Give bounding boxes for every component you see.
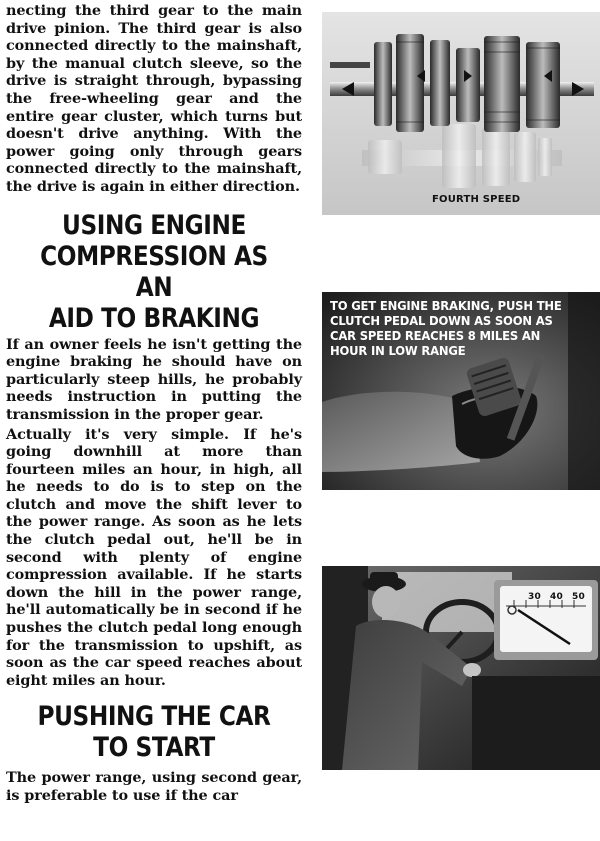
fourth-speed-caption: FOURTH SPEED (432, 194, 521, 205)
transmission-gears-photo (322, 12, 600, 215)
heading-line: TO START (93, 732, 215, 764)
driver-speedometer-photo (322, 566, 600, 770)
section-heading-engine-braking (6, 210, 302, 334)
section-heading-pushing-car (6, 701, 302, 763)
braking-paragraph-1: If an owner feels he isn't getting the engine braking he should have on particularly steep hills, he probably needs instruction in putting the transmission in the proper gear. (6, 335, 302, 423)
heading-line: USING ENGINE (62, 209, 246, 241)
intro-paragraph: necting the third gear to the main drive pinion. The third gear is also connected directly to the mainshaft, by the manual clutch sleeve, so the drive is straight through, bypassing the free-wheeling gear and the entire gear cluster, which turns but doesn't drive anything. With the power going only through gears connected directly to the mainshaft, the drive is again in either direction. (6, 2, 302, 195)
speedometer-label: 30 (528, 592, 541, 602)
speedometer-label: 50 (572, 592, 585, 602)
heading-line: PUSHING THE CAR (37, 701, 271, 733)
braking-paragraph-2: Actually it's very simple. If he's going downhill at more than fourteen miles an hour, in high, all he needs to do is to step on the clutch and move the shift lever to the power range. As soon as he lets the clutch pedal out, he'll be in second with plenty of engine compression available. If he starts down the hill in the power range, he'll automatically be in second if he pushes the clutch pedal long enough for the transmission to upshift, as soon as the car speed reaches about eight miles an hour. (6, 425, 302, 689)
pushing-paragraph-1: The power range, using second gear, is preferable to use if the car (6, 769, 302, 804)
clutch-pedal-photo (322, 292, 600, 490)
speedometer-label: 40 (550, 592, 563, 602)
gears-illustration (322, 12, 600, 215)
engine-braking-caption: TO GET ENGINE BRAKING, PUSH THE CLUTCH PEDAL DOWN AS SOON AS CAR SPEED REACHES 8 MILES AN HOUR IN LOW RANGE (330, 298, 562, 358)
text-column (6, 0, 302, 805)
heading-line: COMPRESSION AS AN (40, 240, 268, 303)
heading-line: AID TO BRAKING (48, 302, 260, 334)
figure-column (322, 0, 600, 841)
